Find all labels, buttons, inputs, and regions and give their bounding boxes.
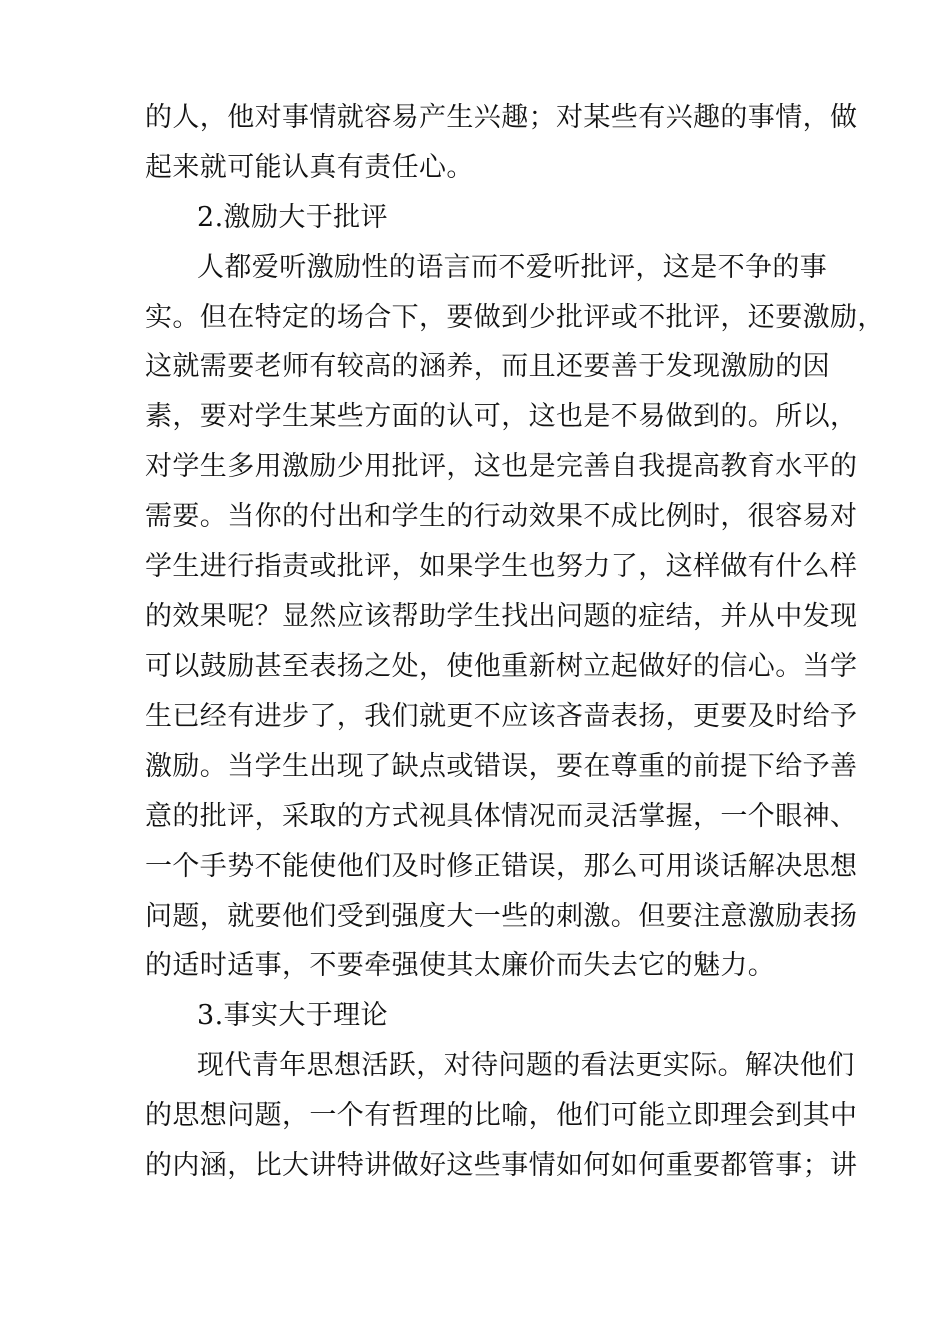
section-heading: 3.事实大于理论 [197, 1000, 388, 1031]
paragraph-line: 的内涵，比大讲特讲做好这些事情如何如何重要都管事；讲 [145, 1150, 858, 1181]
paragraph-line: 的适时适事，不要牵强使其太廉价而失去它的魅力。 [145, 950, 776, 981]
paragraph-line: 素，要对学生某些方面的认可，这也是不易做到的。所以， [145, 401, 858, 432]
paragraph-line: 意的批评，采取的方式视具体情况而灵活掌握，一个眼神、 [145, 801, 858, 832]
paragraph-line: 人都爱听激励性的语言而不爱听批评，这是不争的事 [197, 252, 828, 283]
paragraph-line: 学生进行指责或批评，如果学生也努力了，这样做有什么样 [145, 551, 858, 582]
paragraph-line: 的人，他对事情就容易产生兴趣；对某些有兴趣的事情，做 [145, 102, 858, 133]
paragraph-line: 现代青年思想活跃，对待问题的看法更实际。解决他们 [197, 1050, 855, 1081]
paragraph-line: 生已经有进步了，我们就更不应该吝啬表扬，更要及时给予 [145, 701, 858, 732]
paragraph-line: 的效果呢？显然应该帮助学生找出问题的症结，并从中发现 [145, 601, 858, 632]
paragraph-line: 实。但在特定的场合下，要做到少批评或不批评，还要激励， [145, 302, 885, 333]
paragraph-line: 的思想问题，一个有哲理的比喻，他们可能立即理会到其中 [145, 1100, 858, 1131]
paragraph-line: 一个手势不能使他们及时修正错误，那么可用谈话解决思想 [145, 851, 858, 882]
paragraph-line: 需要。当你的付出和学生的行动效果不成比例时，很容易对 [145, 501, 858, 532]
paragraph-line: 激励。当学生出现了缺点或错误，要在尊重的前提下给予善 [145, 751, 858, 782]
paragraph-line: 这就需要老师有较高的涵养，而且还要善于发现激励的因 [145, 351, 830, 382]
paragraph-line: 起来就可能认真有责任心。 [145, 152, 474, 183]
paragraph-line: 问题，就要他们受到强度大一些的刺激。但要注意激励表扬 [145, 901, 858, 932]
section-heading: 2.激励大于批评 [197, 202, 388, 233]
paragraph-line: 对学生多用激励少用批评，这也是完善自我提高教育水平的 [145, 451, 858, 482]
paragraph-line: 可以鼓励甚至表扬之处，使他重新树立起做好的信心。当学 [145, 651, 858, 682]
